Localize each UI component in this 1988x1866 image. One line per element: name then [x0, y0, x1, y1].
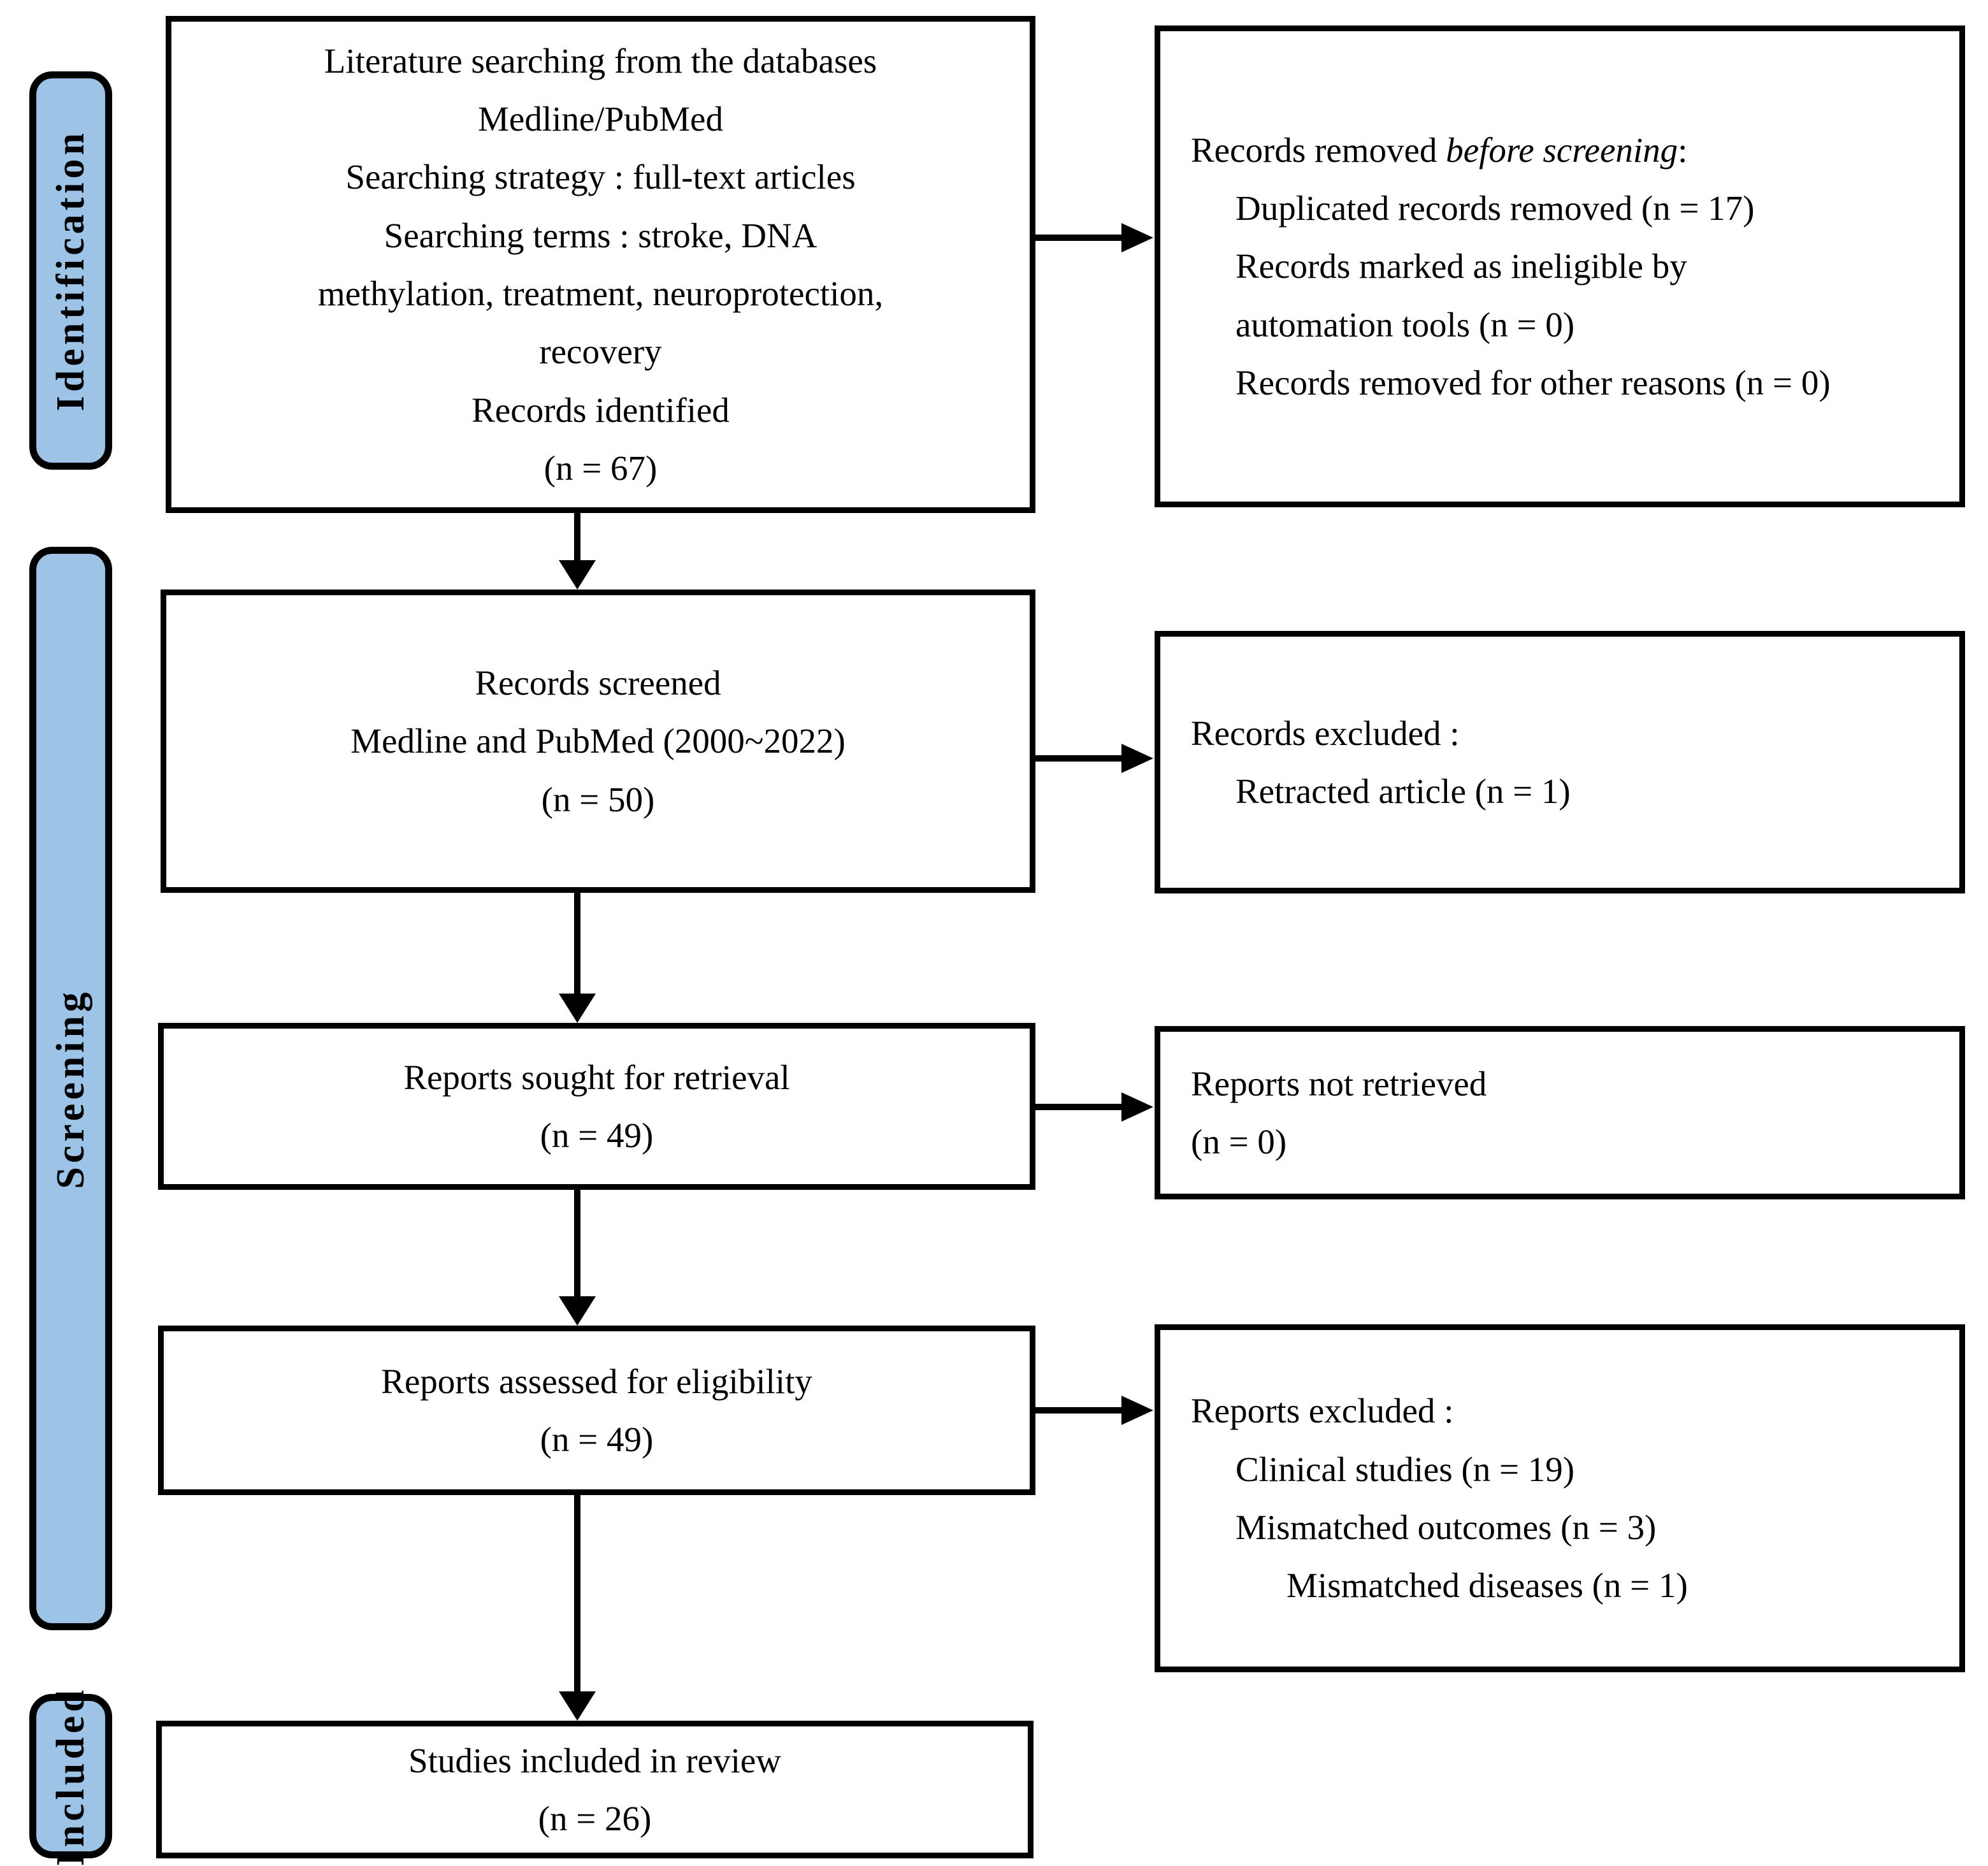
arrow-down-4-head [559, 1691, 596, 1721]
arrow-down-3-head [559, 1296, 596, 1326]
box-literature-search-line: recovery [539, 332, 662, 372]
arrow-down-2-head [559, 994, 596, 1023]
box-records-screened-line: Records screened [475, 663, 721, 703]
stage-label-screening [29, 547, 112, 1630]
before-screening-italic: before screening [1446, 130, 1678, 170]
box-records-screened-line: (n = 50) [541, 779, 655, 819]
stage-label-screening-text: Screening [48, 988, 92, 1189]
arrow-down-3-stem [574, 1190, 580, 1298]
box-literature-search-line: Searching terms : stroke, DNA [384, 215, 818, 255]
box-records-excluded-title: Records excluded : [1191, 713, 1460, 753]
box-literature-search-line: Medline/PubMed [478, 99, 723, 139]
arrow-right-1-head [1121, 223, 1153, 252]
box-literature-search-line: methylation, treatment, neuroprotection, [317, 274, 884, 313]
box-records-removed-item: Records marked as ineligible by [1235, 247, 1687, 286]
box-reports-assessed-line: Reports assessed for eligibility [381, 1361, 812, 1401]
box-reports-excluded-title: Reports excluded : [1191, 1391, 1454, 1431]
arrow-right-4-stem [1035, 1407, 1123, 1414]
box-records-screened-line: Medline and PubMed (2000~2022) [350, 721, 846, 761]
box-records-removed-item: Records removed for other reasons (n = 0) [1235, 363, 1831, 402]
arrow-right-1-stem [1035, 235, 1123, 241]
box-literature-search-line: Literature searching from the databases [324, 41, 877, 80]
box-reports-excluded [1155, 1324, 1965, 1672]
box-records-excluded-item: Retracted article (n = 1) [1235, 772, 1571, 811]
stage-label-included [29, 1686, 112, 1866]
box-literature-search [166, 16, 1035, 513]
arrow-right-3-stem [1035, 1104, 1123, 1110]
box-records-removed [1155, 25, 1965, 507]
arrow-down-1-head [559, 560, 596, 589]
box-reports-not-retrieved-line: (n = 0) [1191, 1122, 1287, 1161]
arrow-right-3-head [1121, 1092, 1153, 1122]
box-reports-sought-line: Reports sought for retrieval [403, 1057, 790, 1097]
box-literature-search-line: (n = 67) [544, 448, 658, 488]
arrow-down-4-stem [574, 1495, 580, 1693]
box-records-removed-title: Records removed before screening: [1191, 130, 1688, 170]
box-records-removed-item: automation tools (n = 0) [1235, 305, 1575, 344]
box-reports-excluded-item: Mismatched outcomes (n = 3) [1235, 1508, 1657, 1547]
box-records-screened [161, 589, 1035, 893]
box-studies-included [156, 1721, 1034, 1858]
stage-label-identification [29, 71, 112, 470]
box-literature-search-line: Searching strategy : full-text articles [345, 157, 856, 197]
box-reports-not-retrieved [1155, 1026, 1965, 1199]
box-reports-assessed-line: (n = 49) [540, 1420, 654, 1459]
box-records-excluded [1155, 631, 1965, 893]
stage-label-included-text: Included [48, 1686, 92, 1866]
arrow-down-2-stem [574, 893, 580, 995]
arrow-right-4-head [1121, 1396, 1153, 1425]
arrow-down-1-stem [574, 513, 580, 561]
box-literature-search-line: Records identified [472, 390, 730, 430]
stage-label-identification-text: Identification [48, 129, 92, 412]
box-reports-assessed [158, 1326, 1035, 1495]
box-reports-sought [158, 1023, 1035, 1190]
box-studies-included-line: Studies included in review [408, 1740, 782, 1780]
arrow-right-2-head [1121, 744, 1153, 773]
arrow-right-2-stem [1035, 755, 1123, 762]
box-reports-sought-line: (n = 49) [540, 1116, 654, 1155]
box-reports-excluded-item: Clinical studies (n = 19) [1235, 1449, 1575, 1489]
box-records-removed-item: Duplicated records removed (n = 17) [1235, 189, 1755, 228]
box-reports-excluded-item: Mismatched diseases (n = 1) [1286, 1566, 1688, 1605]
box-reports-not-retrieved-line: Reports not retrieved [1191, 1064, 1487, 1103]
box-studies-included-line: (n = 26) [538, 1799, 652, 1838]
